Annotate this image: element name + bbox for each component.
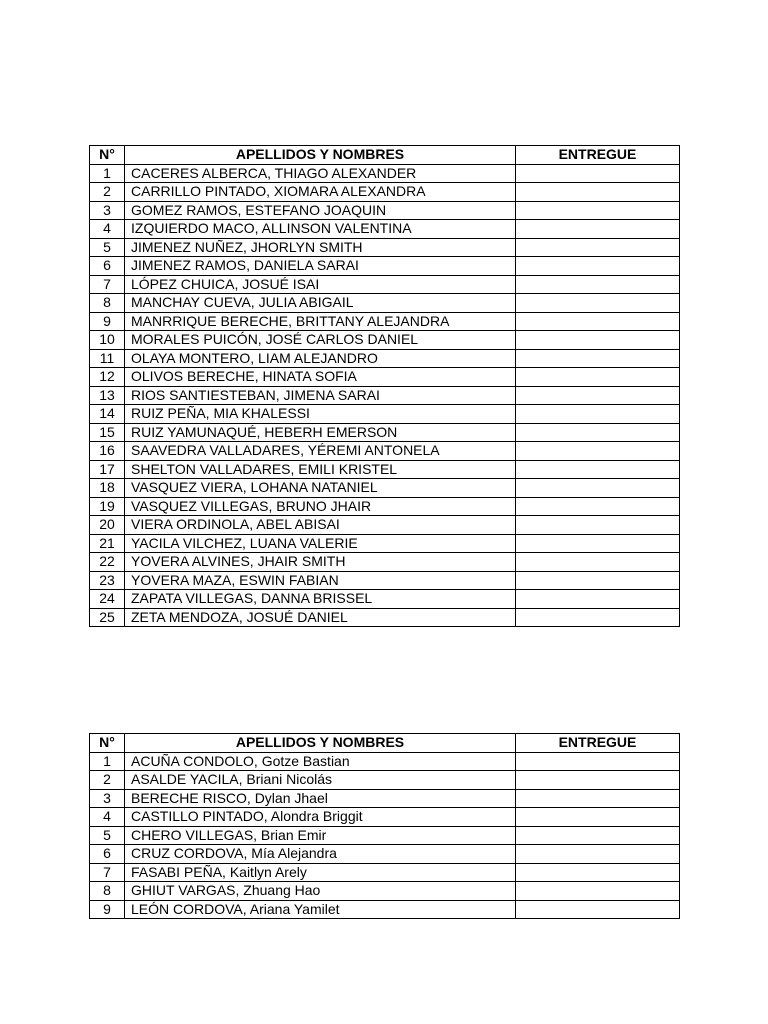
student-name: JIMENEZ RAMOS, DANIELA SARAI [125,257,516,276]
student-name: VASQUEZ VILLEGAS, BRUNO JHAIR [125,497,516,516]
table-row [90,238,680,257]
delivered-cell[interactable] [516,608,680,627]
table-row [90,257,680,276]
student-name: RIOS SANTIESTEBAN, JIMENA SARAI [125,386,516,405]
delivered-cell[interactable] [516,497,680,516]
student-name: LEÓN CORDOVA, Ariana Yamilet [125,900,516,919]
delivered-cell[interactable] [516,789,680,808]
row-number: 21 [90,534,125,553]
table-row [90,900,680,919]
student-name: GHIUT VARGAS, Zhuang Hao [125,882,516,901]
student-name: YACILA VILCHEZ, LUANA VALERIE [125,534,516,553]
student-name: BERECHE RISCO, Dylan Jhael [125,789,516,808]
delivered-cell[interactable] [516,845,680,864]
row-number: 20 [90,516,125,535]
student-name: RUIZ PEÑA, MIA KHALESSI [125,405,516,424]
table-body [90,164,680,627]
row-number: 2 [90,183,125,202]
delivered-cell[interactable] [516,882,680,901]
student-name: IZQUIERDO MACO, ALLINSON VALENTINA [125,220,516,239]
delivered-cell[interactable] [516,368,680,387]
table-row [90,201,680,220]
delivered-cell[interactable] [516,183,680,202]
delivered-cell[interactable] [516,863,680,882]
table-row [90,571,680,590]
row-number: 15 [90,423,125,442]
delivered-cell[interactable] [516,900,680,919]
delivered-cell[interactable] [516,553,680,572]
row-number: 7 [90,863,125,882]
table-row [90,423,680,442]
row-number: 6 [90,845,125,864]
student-name: OLIVOS BERECHE, HINATA SOFIA [125,368,516,387]
row-number: 6 [90,257,125,276]
delivered-cell[interactable] [516,571,680,590]
delivered-cell[interactable] [516,442,680,461]
row-number: 3 [90,789,125,808]
row-number: 1 [90,164,125,183]
table-row [90,590,680,609]
row-number: 16 [90,442,125,461]
column-header-number: N° [90,734,125,753]
delivered-cell[interactable] [516,349,680,368]
student-name: OLAYA MONTERO, LIAM ALEJANDRO [125,349,516,368]
table-row [90,405,680,424]
column-header-delivered: ENTREGUE [516,146,680,165]
table-row [90,789,680,808]
table-row [90,608,680,627]
student-name: MORALES PUICÓN, JOSÉ CARLOS DANIEL [125,331,516,350]
table-row [90,164,680,183]
table-row [90,386,680,405]
row-number: 23 [90,571,125,590]
table-row [90,275,680,294]
delivered-cell[interactable] [516,294,680,313]
student-name: ZAPATA VILLEGAS, DANNA BRISSEL [125,590,516,609]
column-header-number: N° [90,146,125,165]
table-row [90,349,680,368]
row-number: 25 [90,608,125,627]
student-name: CACERES ALBERCA, THIAGO ALEXANDER [125,164,516,183]
student-roster-table-2 [89,733,680,919]
row-number: 1 [90,752,125,771]
delivered-cell[interactable] [516,164,680,183]
table-row [90,331,680,350]
table-row [90,553,680,572]
student-name: YOVERA MAZA, ESWIN FABIAN [125,571,516,590]
student-name: GOMEZ RAMOS, ESTEFANO JOAQUIN [125,201,516,220]
delivered-cell[interactable] [516,534,680,553]
delivered-cell[interactable] [516,312,680,331]
row-number: 8 [90,882,125,901]
table-row [90,368,680,387]
row-number: 22 [90,553,125,572]
student-name: VASQUEZ VIERA, LOHANA NATANIEL [125,479,516,498]
student-name: CARRILLO PINTADO, XIOMARA ALEXANDRA [125,183,516,202]
row-number: 4 [90,808,125,827]
student-name: CASTILLO PINTADO, Alondra Briggit [125,808,516,827]
student-name: LÓPEZ CHUICA, JOSUÉ ISAI [125,275,516,294]
table-header-row [90,734,680,753]
column-header-names: APELLIDOS Y NOMBRES [125,146,516,165]
row-number: 13 [90,386,125,405]
row-number: 8 [90,294,125,313]
table-row [90,183,680,202]
row-number: 9 [90,312,125,331]
table-row [90,497,680,516]
column-header-names: APELLIDOS Y NOMBRES [125,734,516,753]
student-name: ACUÑA CONDOLO, Gotze Bastian [125,752,516,771]
student-name: SAAVEDRA VALLADARES, YÉREMI ANTONELA [125,442,516,461]
delivered-cell[interactable] [516,460,680,479]
table-header-row [90,146,680,165]
student-name: SHELTON VALLADARES, EMILI KRISTEL [125,460,516,479]
table-body [90,752,680,919]
delivered-cell[interactable] [516,386,680,405]
delivered-cell[interactable] [516,752,680,771]
student-name: ZETA MENDOZA, JOSUÉ DANIEL [125,608,516,627]
delivered-cell[interactable] [516,826,680,845]
delivered-cell[interactable] [516,479,680,498]
student-name: YOVERA ALVINES, JHAIR SMITH [125,553,516,572]
table-row [90,534,680,553]
table-row [90,479,680,498]
table-row [90,516,680,535]
table-row [90,845,680,864]
student-name: CRUZ CORDOVA, Mía Alejandra [125,845,516,864]
row-number: 19 [90,497,125,516]
row-number: 10 [90,331,125,350]
student-name: VIERA ORDINOLA, ABEL ABISAI [125,516,516,535]
row-number: 17 [90,460,125,479]
row-number: 9 [90,900,125,919]
row-number: 7 [90,275,125,294]
delivered-cell[interactable] [516,220,680,239]
row-number: 24 [90,590,125,609]
student-name: ASALDE YACILA, Briani Nicolás [125,771,516,790]
row-number: 14 [90,405,125,424]
delivered-cell[interactable] [516,405,680,424]
column-header-delivered: ENTREGUE [516,734,680,753]
student-name: JIMENEZ NUÑEZ, JHORLYN SMITH [125,238,516,257]
table-row [90,752,680,771]
table-row [90,808,680,827]
row-number: 12 [90,368,125,387]
delivered-cell[interactable] [516,238,680,257]
student-name: FASABI PEÑA, Kaitlyn Arely [125,863,516,882]
row-number: 5 [90,826,125,845]
delivered-cell[interactable] [516,201,680,220]
row-number: 2 [90,771,125,790]
student-name: CHERO VILLEGAS, Brian Emir [125,826,516,845]
delivered-cell[interactable] [516,771,680,790]
table-row [90,460,680,479]
table-row [90,294,680,313]
table-row [90,826,680,845]
delivered-cell[interactable] [516,331,680,350]
row-number: 4 [90,220,125,239]
row-number: 11 [90,349,125,368]
student-roster-table-1 [89,145,680,627]
student-name: MANRRIQUE BERECHE, BRITTANY ALEJANDRA [125,312,516,331]
delivered-cell[interactable] [516,516,680,535]
table-row [90,882,680,901]
delivered-cell[interactable] [516,275,680,294]
delivered-cell[interactable] [516,423,680,442]
table-row [90,442,680,461]
table-row [90,863,680,882]
student-name: MANCHAY CUEVA, JULIA ABIGAIL [125,294,516,313]
table-row [90,771,680,790]
delivered-cell[interactable] [516,257,680,276]
row-number: 18 [90,479,125,498]
table-row [90,220,680,239]
table-row [90,312,680,331]
delivered-cell[interactable] [516,808,680,827]
delivered-cell[interactable] [516,590,680,609]
row-number: 5 [90,238,125,257]
student-name: RUIZ YAMUNAQUÉ, HEBERH EMERSON [125,423,516,442]
row-number: 3 [90,201,125,220]
